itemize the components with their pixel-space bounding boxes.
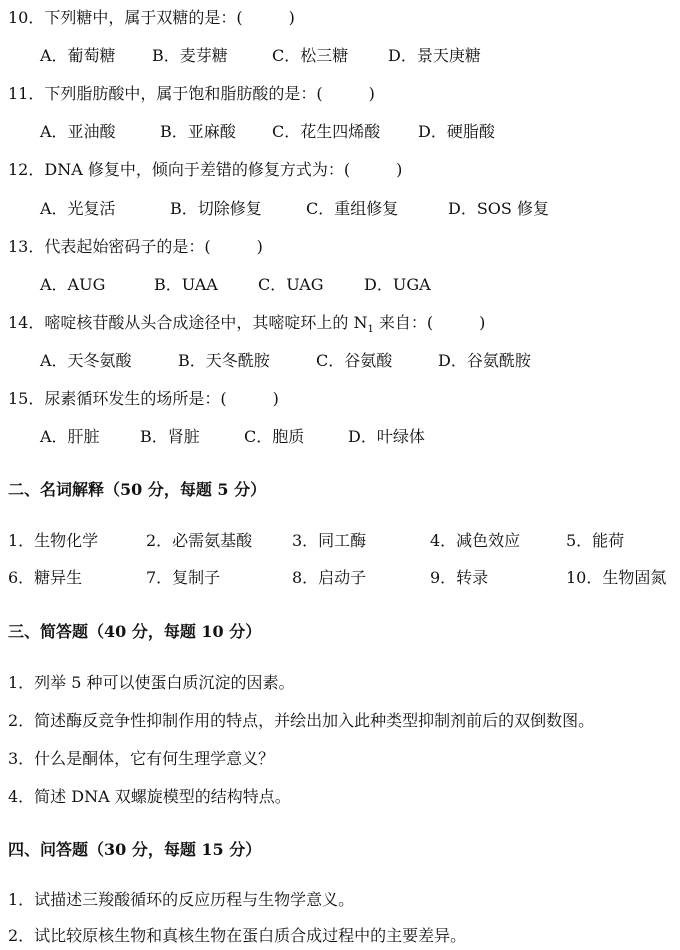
short-answer-3: 3．什么是酮体，它有何生理学意义？ [8, 749, 275, 768]
term-1: 1．生物化学 [8, 531, 99, 550]
question-13-option-a: A．AUG [40, 275, 106, 294]
question-15-stem: 15．尿素循环发生的场所是：( ) [8, 389, 279, 408]
question-10-option-b: B．麦芽糖 [152, 46, 228, 65]
term-9: 9．转录 [430, 568, 489, 587]
short-answer-1: 1．列举 5 种可以使蛋白质沉淀的因素。 [8, 673, 295, 692]
question-12-option-b: B．切除修复 [170, 199, 262, 218]
section-2-title: 二、名词解释（50 分，每题 5 分） [8, 480, 267, 499]
question-10-stem: 10．下列糖中，属于双糖的是：( ) [8, 8, 295, 27]
question-11-option-c: C．花生四烯酸 [272, 122, 381, 141]
short-answer-4: 4．简述 DNA 双螺旋模型的结构特点。 [8, 787, 291, 806]
section-3-title: 三、简答题（40 分，每题 10 分） [8, 622, 262, 641]
question-13-stem: 13．代表起始密码子的是：( ) [8, 237, 263, 256]
question-13-option-b: B．UAA [154, 275, 218, 294]
question-13-option-d: D．UGA [364, 275, 431, 294]
term-3: 3．同工酶 [292, 531, 367, 550]
question-14-option-b: B．天冬酰胺 [178, 351, 270, 370]
question-14-option-a: A．天冬氨酸 [40, 351, 132, 370]
essay-question-2: 2．试比较原核生物和真核生物在蛋白质合成过程中的主要差异。 [8, 926, 467, 945]
term-10: 10．生物固氮 [566, 568, 667, 587]
term-7: 7．复制子 [146, 568, 221, 587]
question-15-option-d: D．叶绿体 [348, 427, 425, 446]
question-13-option-c: C．UAG [258, 275, 324, 294]
question-12-option-a: A．光复活 [40, 199, 116, 218]
term-5: 5．能荷 [566, 531, 625, 550]
question-11-stem: 11．下列脂肪酸中，属于饱和脂肪酸的是：( ) [8, 84, 375, 103]
question-11-option-b: B．亚麻酸 [160, 122, 236, 141]
question-12-option-c: C．重组修复 [306, 199, 399, 218]
question-14-option-c: C．谷氨酸 [316, 351, 393, 370]
question-15-option-a: A．肝脏 [40, 427, 100, 446]
term-8: 8．启动子 [292, 568, 367, 587]
question-12-stem: 12．DNA 修复中，倾向于差错的修复方式为：( ) [8, 160, 403, 179]
question-10-option-c: C．松三糖 [272, 46, 349, 65]
question-15-option-c: C．胞质 [244, 427, 305, 446]
term-4: 4．减色效应 [430, 531, 521, 550]
essay-question-1: 1．试描述三羧酸循环的反应历程与生物学意义。 [8, 890, 355, 909]
question-14-option-d: D．谷氨酰胺 [438, 351, 531, 370]
term-6: 6．糖异生 [8, 568, 83, 587]
question-11-option-a: A．亚油酸 [40, 122, 116, 141]
question-15-option-b: B．肾脏 [140, 427, 200, 446]
question-14-stem: 14．嘧啶核苷酸从头合成途径中，其嘧啶环上的 $N_1$ 来自：( ) [8, 313, 486, 336]
question-10-option-d: D．景天庚糖 [388, 46, 481, 65]
question-11-option-d: D．硬脂酸 [418, 122, 495, 141]
short-answer-2: 2．简述酶反竞争性抑制作用的特点，并绘出加入此种类型抑制剂前后的双倒数图。 [8, 711, 595, 730]
section-4-title: 四、问答题（30 分，每题 15 分） [8, 840, 262, 859]
question-10-option-a: A．葡萄糖 [40, 46, 116, 65]
question-12-option-d: D．SOS 修复 [448, 199, 549, 218]
term-2: 2．必需氨基酸 [146, 531, 253, 550]
